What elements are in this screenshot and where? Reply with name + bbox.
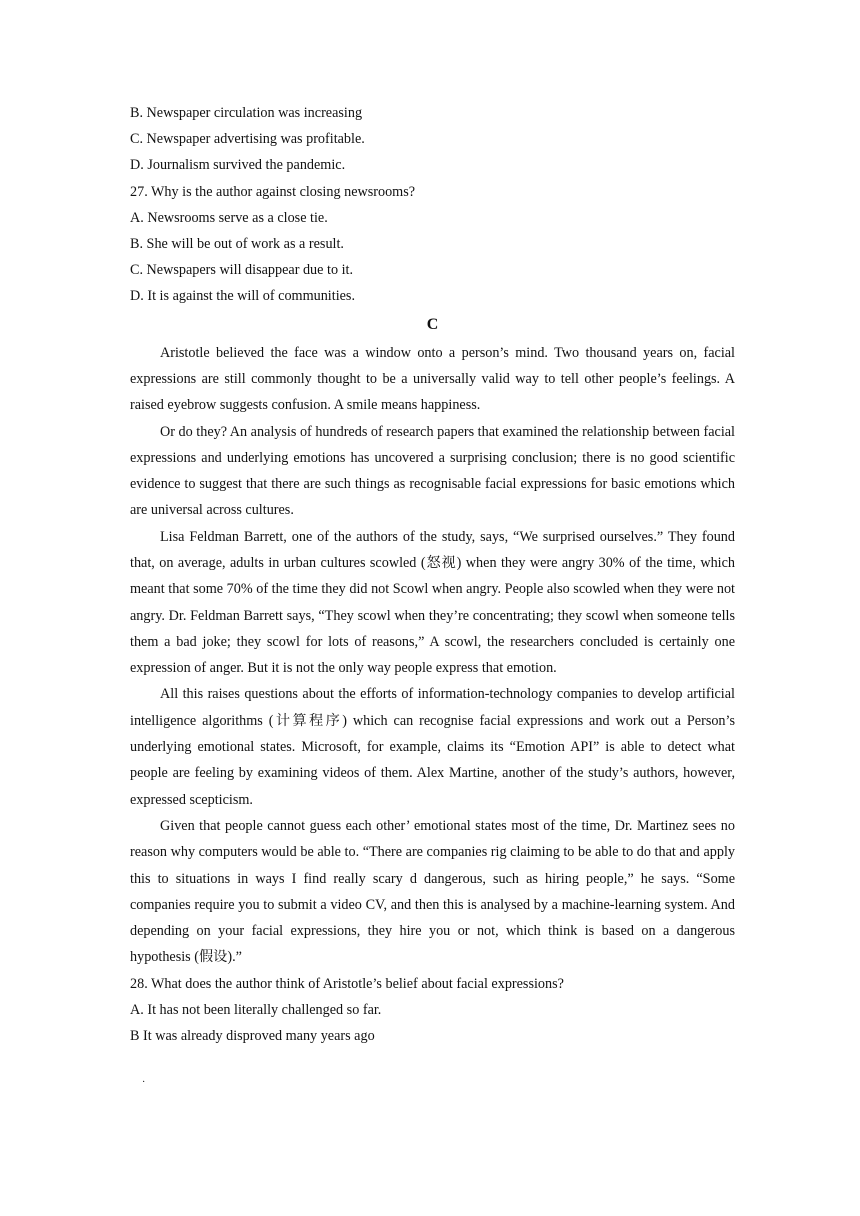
passage-paragraph-3: Lisa Feldman Barrett, one of the authors of the study, says, “We surprised ourselves.” They found that, on average, adults in urban cultures scowled (怒视) when they were angry 30% of the time, which meant that some 70% of the time they did not Scowl when angry. People also scowled when they were not angry. Dr. Feldman Barrett says, “They scowl when they’re concentrating; they scowl when someone tells them a bad joke; they scowl for lots of reasons,” A scowl, the researchers concluded is certainly one expression of anger. But it is not the only way people express that emotion. bbox=[130, 528, 735, 677]
stray-mark: · bbox=[142, 1077, 146, 1088]
q27-question: 27. Why is the author against closing newsrooms? bbox=[130, 183, 416, 200]
q27-option-a: A. Newsrooms serve as a close tie. bbox=[130, 209, 328, 226]
q27-option-b: B. She will be out of work as a result. bbox=[130, 236, 344, 253]
q28-option-b: B It was already disproved many years ago bbox=[130, 1028, 375, 1045]
q27-option-d: D. It is against the will of communities. bbox=[130, 288, 355, 305]
passage-paragraph-5: Given that people cannot guess each other’ emotional states most of the time, Dr. Martinez sees no reason why computers would be able to. “There are companies rig claiming to be able to do that and apply this to situations in ways I find really scary d dangerous, such as hiring people,” he says. “Some companies require you to submit a video CV, and then this is analysed by a machine-learning system. And depending on your facial expressions, they hire you or not, which think is based on a dangerous hypothesis (假设).” bbox=[130, 817, 735, 966]
passage-paragraph-4: All this raises questions about the efforts of information-technology companies to develop artificial intelligence algorithms (计算程序) which can recognise facial expressions and work out a Person’s underlying emotional states. Microsoft, for example, claims its “Emotion API” is able to detect what people are feeling by examining videos of them. Alex Martine, another of the study’s authors, however, expressed scepticism. bbox=[130, 686, 735, 808]
document-page bbox=[130, 100, 735, 1049]
q27-option-c: C. Newspapers will disappear due to it. bbox=[130, 262, 354, 279]
passage-paragraph-2: Or do they? An analysis of hundreds of research papers that examined the relationship between facial expressions and underlying emotions has uncovered a surprising conclusion; there is no good scientific evidence to suggest that there are such things as recognisable facial expressions for basic emotions which are universal across cultures. bbox=[130, 423, 735, 519]
q28-question: 28. What does the author think of Aristotle’s belief about facial expressions? bbox=[130, 975, 564, 992]
q26-option-d: D. Journalism survived the pandemic. bbox=[130, 157, 346, 174]
passage-paragraph-1: Aristotle believed the face was a window onto a person’s mind. Two thousand years on, facial expressions are still commonly thought to be a universally valid way to tell other people’s feelings. A raised eyebrow suggests confusion. A smile means happiness. bbox=[130, 344, 735, 414]
q26-option-b: B. Newspaper circulation was increasing bbox=[130, 105, 363, 121]
q26-option-c: C. Newspaper advertising was profitable. bbox=[130, 131, 365, 148]
q28-option-a: A. It has not been literally challenged so far. bbox=[130, 1001, 382, 1018]
section-heading: C bbox=[426, 315, 439, 333]
